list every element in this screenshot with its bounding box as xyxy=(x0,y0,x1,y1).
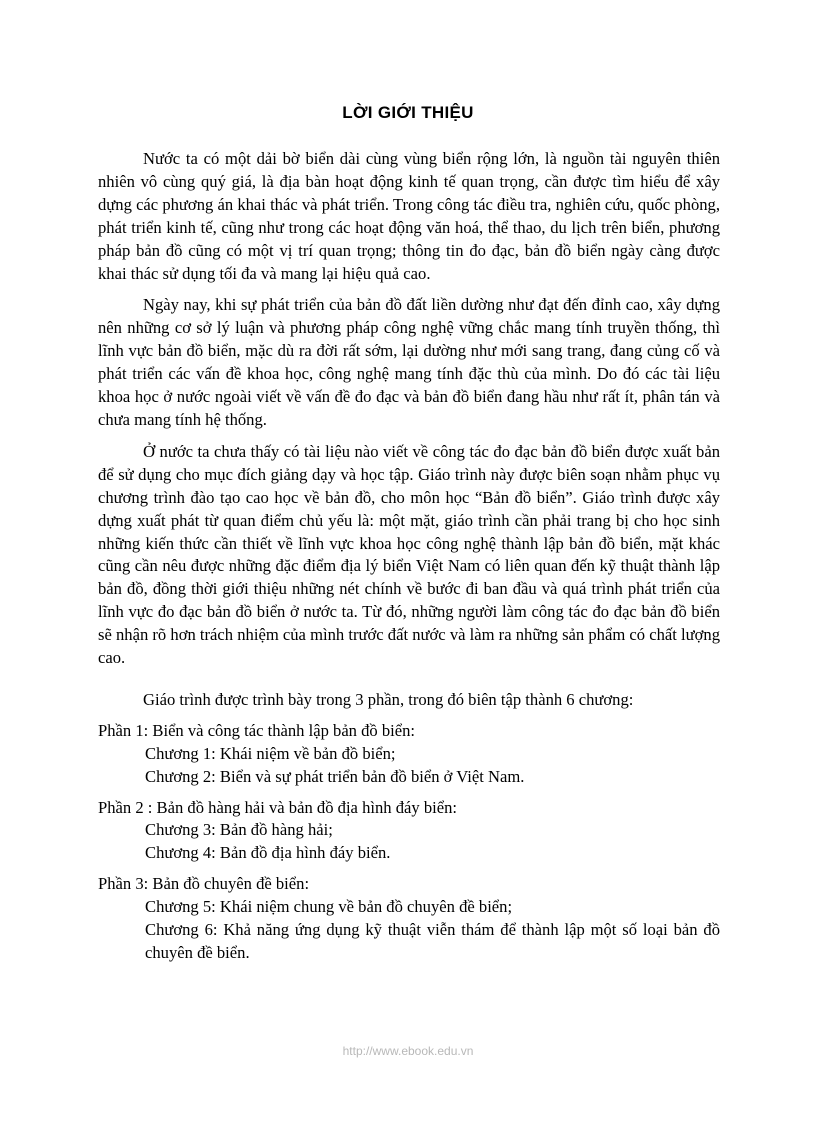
chapter-item: Chương 2: Biển và sự phát triển bản đồ biển ở Việt Nam. xyxy=(145,766,525,786)
part-3 xyxy=(98,873,720,965)
part-title: Phần 2 : Bản đồ hàng hải và bản đồ địa hình đáy biển: xyxy=(98,797,458,817)
chapter-item: Chương 5: Khái niệm chung về bản đồ chuyên đề biển; xyxy=(145,897,513,917)
part-title: Phần 3: Bản đồ chuyên đề biển: xyxy=(98,874,310,894)
chapter-item: Chương 1: Khái niệm về bản đồ biển; xyxy=(145,743,396,763)
page-title: LỜI GIỚI THIỆU xyxy=(342,103,474,122)
paragraph-context: Ngày nay, khi sự phát triển của bản đồ đất liền dường như đạt đến đỉnh cao, xây dựng nên những cơ sở lý luận và phương pháp công nghệ vững chắc mang tính truyền thống, thì lĩnh vực bản đồ biển, mặc dù ra đời rất sớm, lại dường như mới sang trang, đang củng cố và phát triển các vấn đề khoa học, công nghệ mang tính đặc thù của mình. Do đó các tài liệu khoa học ở nước ngoài viết về vấn đề đo đạc và bản đồ biển đang hầu như rất ít, phân tán và chưa mang tính hệ thống. xyxy=(98,295,720,429)
part-2 xyxy=(98,797,720,866)
document-body xyxy=(98,148,720,973)
paragraph-purpose: Ở nước ta chưa thấy có tài liệu nào viết về công tác đo đạc bản đồ biển được xuất bản để sử dụng cho mục đích giảng dạy và học tập. Giáo trình này được biên soạn nhằm phục vụ chương trình đào tạo cao học về bản đồ, cho môn học “Bản đồ biển”. Giáo trình được xây dựng xuất phát từ quan điểm chủ yếu là: một mặt, giáo trình cần phải trang bị cho học sinh những kiến thức cần thiết về lĩnh vực khoa học công nghệ thành lập bản đồ biển, mặt khác cũng cần nêu được những đặc điểm địa lý biển Việt Nam có liên quan đến kỹ thuật thành lập bản đồ, đồng thời giới thiệu những nét chính về bước đi ban đầu và quá trình phát triển của lĩnh vực đo đạc bản đồ biển ở nước ta. Từ đó, những người làm công tác đo đạc bản đồ biển sẽ nhận rõ hơn trách nhiệm của mình trước đất nước và làm ra những sản phẩm có chất lượng cao. xyxy=(98,441,720,668)
structure-intro: Giáo trình được trình bày trong 3 phần, trong đó biên tập thành 6 chương: xyxy=(143,689,634,709)
chapter-item: Chương 4: Bản đồ địa hình đáy biển. xyxy=(145,843,391,863)
part-1 xyxy=(98,720,720,789)
chapter-item: Chương 3: Bản đồ hàng hải; xyxy=(145,820,333,840)
paragraph-intro: Nước ta có một dải bờ biển dài cùng vùng biển rộng lớn, là nguồn tài nguyên thiên nhiên vô cùng quý giá, là địa bàn hoạt động kinh tế quan trọng, cần được tìm hiểu để xây dựng các phương án khai thác và phát triển. Trong công tác điều tra, nghiên cứu, quốc phòng, phát triển kinh tế, cũng như trong các hoạt động văn hoá, thể thao, du lịch trên biển, phương pháp bản đồ cũng có một vị trí quan trọng; thông tin đo đạc, bản đồ biển ngày càng được khai thác sử dụng tối đa và mang lại hiệu quả cao. xyxy=(98,149,720,283)
footer-url: http://www.ebook.edu.vn xyxy=(342,1044,474,1058)
chapter-item: Chương 6: Khả năng ứng dụng kỹ thuật viễn thám để thành lập một số loại bản đồ chuyên đề biển. xyxy=(145,920,720,962)
part-title: Phần 1: Biển và công tác thành lập bản đồ biển: xyxy=(98,720,416,740)
